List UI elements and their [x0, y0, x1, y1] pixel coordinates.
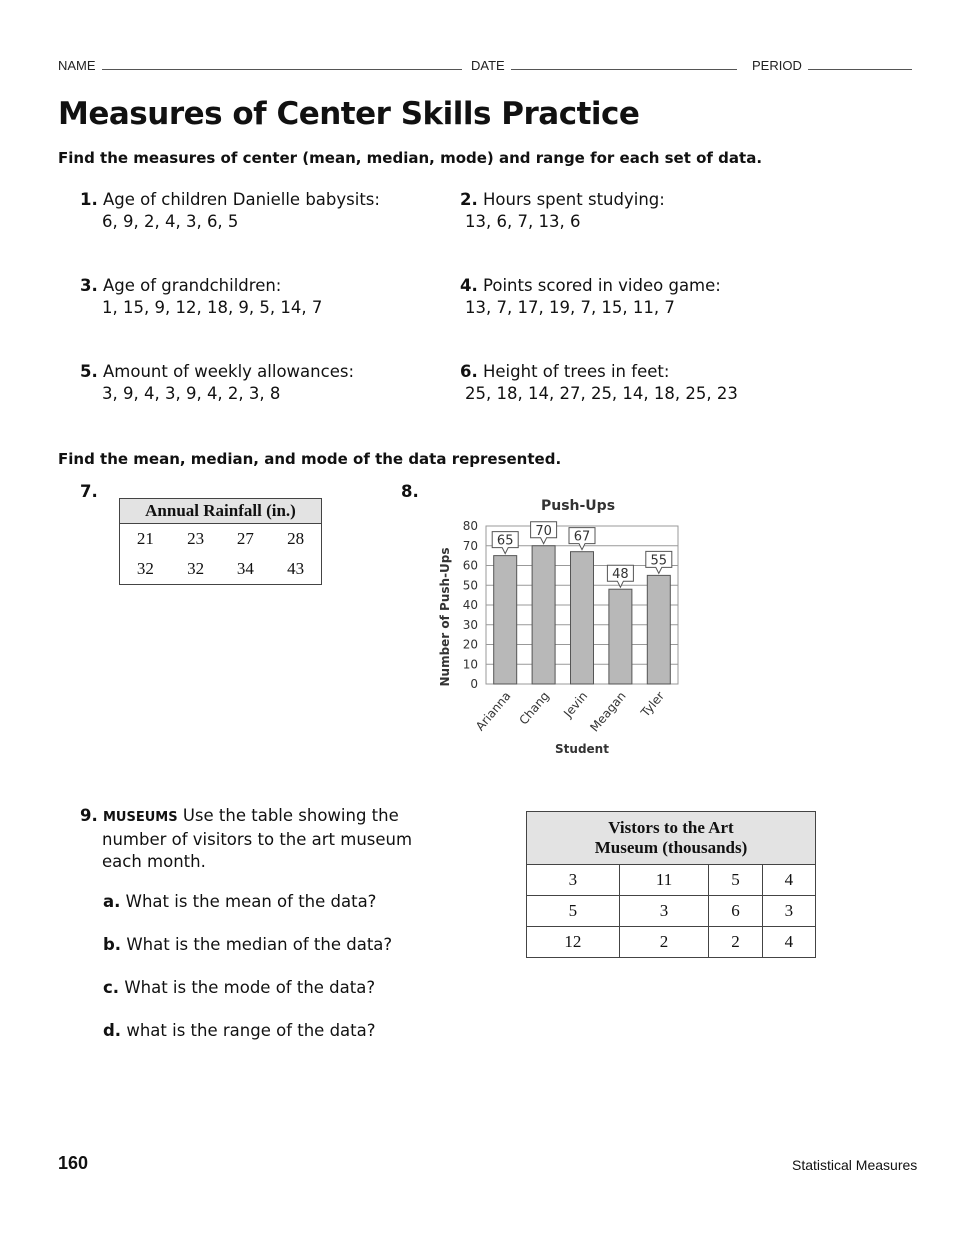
problem-9-text: each month.	[102, 852, 206, 871]
table-cell: 4	[762, 927, 815, 958]
problem-9-topic: MUSEUMS	[103, 810, 178, 825]
problem-1	[80, 189, 380, 233]
period-blank[interactable]	[808, 59, 912, 70]
problem-label: Amount of weekly allowances:	[103, 362, 354, 381]
y-tick-label: 10	[462, 657, 478, 672]
table-cell: 43	[287, 559, 305, 578]
problem-7-number: 7.	[80, 482, 98, 501]
x-tick-label: Jevin	[560, 688, 591, 721]
rainfall-table-title: Annual Rainfall (in.)	[120, 499, 322, 524]
table-cell: 6	[709, 896, 762, 927]
part-text: What is the mean of the data?	[125, 892, 377, 911]
table-cell: 2	[619, 927, 709, 958]
problem-8-number: 8.	[401, 482, 419, 501]
problem-number: 3.	[80, 276, 98, 295]
instructions-1: Find the measures of center (mean, median, mode) and range for each set of data.	[58, 149, 763, 167]
pushups-bar-chart	[420, 490, 690, 765]
table-cell: 28	[287, 529, 305, 548]
y-tick-label: 70	[462, 538, 478, 553]
name-field[interactable]	[58, 58, 462, 73]
y-tick-label: 20	[462, 637, 478, 652]
table-cell: 23	[187, 529, 205, 548]
data-label: 55	[650, 553, 668, 569]
table-cell: 2	[709, 927, 762, 958]
problem-data: 13, 7, 17, 19, 7, 15, 11, 7	[465, 298, 675, 317]
problem-label: Hours spent studying:	[483, 190, 665, 209]
table-cell: 21	[136, 529, 154, 548]
rainfall-table	[119, 498, 322, 585]
table-cell: 4	[762, 865, 815, 896]
page-title: Measures of Center Skills Practice	[58, 96, 640, 132]
problem-3	[80, 275, 322, 319]
table-row	[527, 865, 816, 896]
date-field[interactable]	[471, 58, 737, 73]
table-cell: 11	[619, 865, 709, 896]
table-cell: 3	[619, 896, 709, 927]
bar-arianna	[494, 556, 517, 684]
table-cell: 27	[236, 529, 254, 548]
footer-section: Statistical Measures	[792, 1157, 918, 1173]
data-label: 67	[573, 529, 591, 545]
problem-data: 1, 15, 9, 12, 18, 9, 5, 14, 7	[102, 298, 323, 317]
question-part-d	[103, 1020, 376, 1042]
period-label: PERIOD	[752, 58, 802, 73]
problem-label: Height of trees in feet:	[483, 362, 670, 381]
table-title-line: Vistors to the Art	[608, 818, 734, 837]
table-cell: 3	[527, 865, 620, 896]
x-tick-label: Chang	[516, 688, 552, 728]
part-text: what is the range of the data?	[126, 1021, 376, 1040]
table-cell: 3	[762, 896, 815, 927]
museum-visitors-table	[526, 811, 816, 958]
problem-9-number: 9.	[80, 806, 98, 825]
data-label: 65	[496, 533, 514, 549]
data-label: 70	[535, 523, 552, 539]
problem-data: 6, 9, 2, 4, 3, 6, 5	[102, 212, 239, 231]
problem-data: 25, 18, 14, 27, 25, 14, 18, 25, 23	[465, 384, 738, 403]
problem-label: Age of grandchildren:	[103, 276, 282, 295]
y-tick-label: 60	[462, 558, 478, 573]
problem-5	[80, 361, 354, 405]
part-letter: b.	[103, 935, 122, 954]
table-row	[527, 896, 816, 927]
problem-number: 2.	[460, 190, 478, 209]
table-row	[527, 927, 816, 958]
y-tick-label: 30	[462, 617, 478, 632]
chart-title: Push-Ups	[540, 498, 616, 514]
table-row	[120, 554, 322, 585]
problem-number: 1.	[80, 190, 98, 209]
date-label: DATE	[471, 58, 505, 73]
table-cell: 5	[709, 865, 762, 896]
problem-4	[460, 275, 721, 319]
problem-label: Age of children Danielle babysits:	[103, 190, 380, 209]
table-cell: 12	[527, 927, 620, 958]
data-label: 48	[612, 567, 629, 583]
part-letter: d.	[103, 1021, 122, 1040]
page-number: 160	[58, 1153, 89, 1173]
y-axis-label: Number of Push-Ups	[438, 547, 452, 687]
y-tick-label: 80	[462, 519, 478, 533]
problem-number: 6.	[460, 362, 478, 381]
table-title-line: Museum (thousands)	[594, 838, 748, 857]
date-blank[interactable]	[511, 59, 737, 70]
part-letter: c.	[103, 978, 120, 997]
table-cell: 5	[527, 896, 620, 927]
y-tick-label: 40	[462, 598, 478, 612]
table-cell: 32	[136, 559, 154, 578]
part-text: What is the median of the data?	[126, 935, 393, 954]
problem-6	[460, 361, 738, 405]
problem-label: Points scored in video game:	[483, 276, 721, 295]
x-tick-label: Arianna	[472, 688, 514, 734]
problem-9-text: number of visitors to the art museum	[102, 830, 413, 849]
x-tick-label: Meagan	[587, 688, 629, 735]
part-letter: a.	[103, 892, 121, 911]
bar-tyler	[647, 575, 670, 684]
table-row	[120, 524, 322, 555]
question-part-b	[103, 934, 392, 956]
bar-jevin	[571, 552, 594, 684]
period-field[interactable]	[752, 58, 912, 73]
name-label: NAME	[58, 58, 96, 73]
bar-chang	[532, 546, 555, 684]
table-cell: 32	[187, 559, 205, 578]
x-axis-label: Student	[555, 742, 609, 756]
problem-number: 4.	[460, 276, 478, 295]
part-text: What is the mode of the data?	[124, 978, 376, 997]
problem-2	[460, 189, 665, 233]
question-part-c	[103, 977, 375, 999]
x-tick-label: Tyler	[638, 688, 668, 720]
y-tick-label: 0	[470, 677, 478, 691]
problem-data: 13, 6, 7, 13, 6	[465, 212, 581, 231]
problem-data: 3, 9, 4, 3, 9, 4, 2, 3, 8	[102, 384, 281, 403]
problem-9-text: Use the table showing the	[182, 806, 399, 825]
table-cell: 34	[236, 559, 254, 578]
problem-number: 5.	[80, 362, 98, 381]
y-tick-label: 50	[462, 578, 478, 593]
bar-meagan	[609, 589, 632, 684]
question-part-a	[103, 891, 376, 913]
museum-table-title	[527, 812, 816, 865]
problem-9	[80, 805, 412, 873]
name-blank[interactable]	[102, 59, 462, 70]
instructions-2: Find the mean, median, and mode of the data represented.	[58, 450, 562, 468]
